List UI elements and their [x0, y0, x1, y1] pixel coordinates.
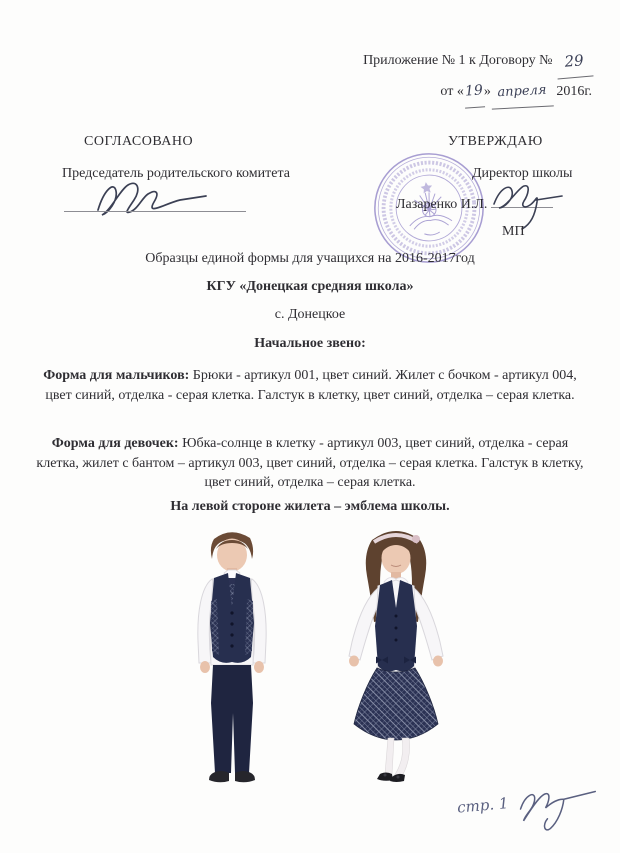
heading-settlement: с. Донецкое [274, 307, 346, 322]
date-day-handwritten: 19 [463, 75, 485, 108]
approved-role: Директор школы [472, 166, 573, 181]
boys-uniform-text: Брюки - артикул 001, цвет синий. Жилет с бочком - артикул 004, цвет синий, отделка - серая клетка. Галстук в клетку, цвет синий, отделка – серая клетка. [45, 368, 577, 403]
page-note-signature [511, 780, 606, 844]
page-note [456, 780, 610, 849]
heading-samples: Образцы единой формы для учащихся на 2016-2017год [145, 251, 475, 266]
page-note-text: стр. 1 [456, 794, 510, 817]
heading-school-name: КГУ «Донецкая средняя школа» [206, 279, 414, 294]
approved-title: УТВЕРЖДАЮ [448, 134, 543, 149]
emblem-note: На левой стороне жилета – эмблема школы. [170, 499, 450, 514]
boy-uniform-photo [183, 529, 281, 791]
chairman-signature [86, 178, 254, 218]
seal-abbr: МП [502, 224, 525, 239]
agreed-role: Председатель родительского комитета [62, 166, 290, 181]
director-name: Лазаренко И.Л. [396, 197, 488, 212]
girls-uniform-label: Форма для девочек: [51, 436, 179, 451]
chairman-signature-line [64, 211, 246, 212]
agreed-title: СОГЛАСОВАНО [84, 134, 194, 149]
appendix-block [363, 44, 592, 108]
director-signature [486, 178, 568, 234]
appendix-line [363, 44, 592, 76]
boys-uniform-paragraph [38, 366, 582, 405]
date-line [363, 76, 592, 108]
heading-section: Начальное звено: [254, 336, 366, 351]
date-month-handwritten: апреля [490, 74, 554, 109]
appendix-prefix: Приложение № 1 к Договору № [363, 53, 553, 68]
date-close-quote: » [483, 84, 491, 99]
boys-uniform-label: Форма для мальчиков: [43, 368, 190, 383]
appendix-number-handwritten: 29 [555, 44, 594, 79]
girls-uniform-text: Юбка-солнце в клетку - артикул 003, цвет синий, отделка - серая клетка, жилет с бантом – артикул 003, цвет синий, отделка – серая клетка. Галстук в клетку, цвет синий, отделка – серая клетка. [36, 436, 584, 490]
date-year: 2016г. [556, 84, 592, 99]
date-prefix: от « [440, 84, 464, 99]
girls-uniform-paragraph [36, 434, 584, 493]
girl-uniform-photo [328, 528, 464, 788]
